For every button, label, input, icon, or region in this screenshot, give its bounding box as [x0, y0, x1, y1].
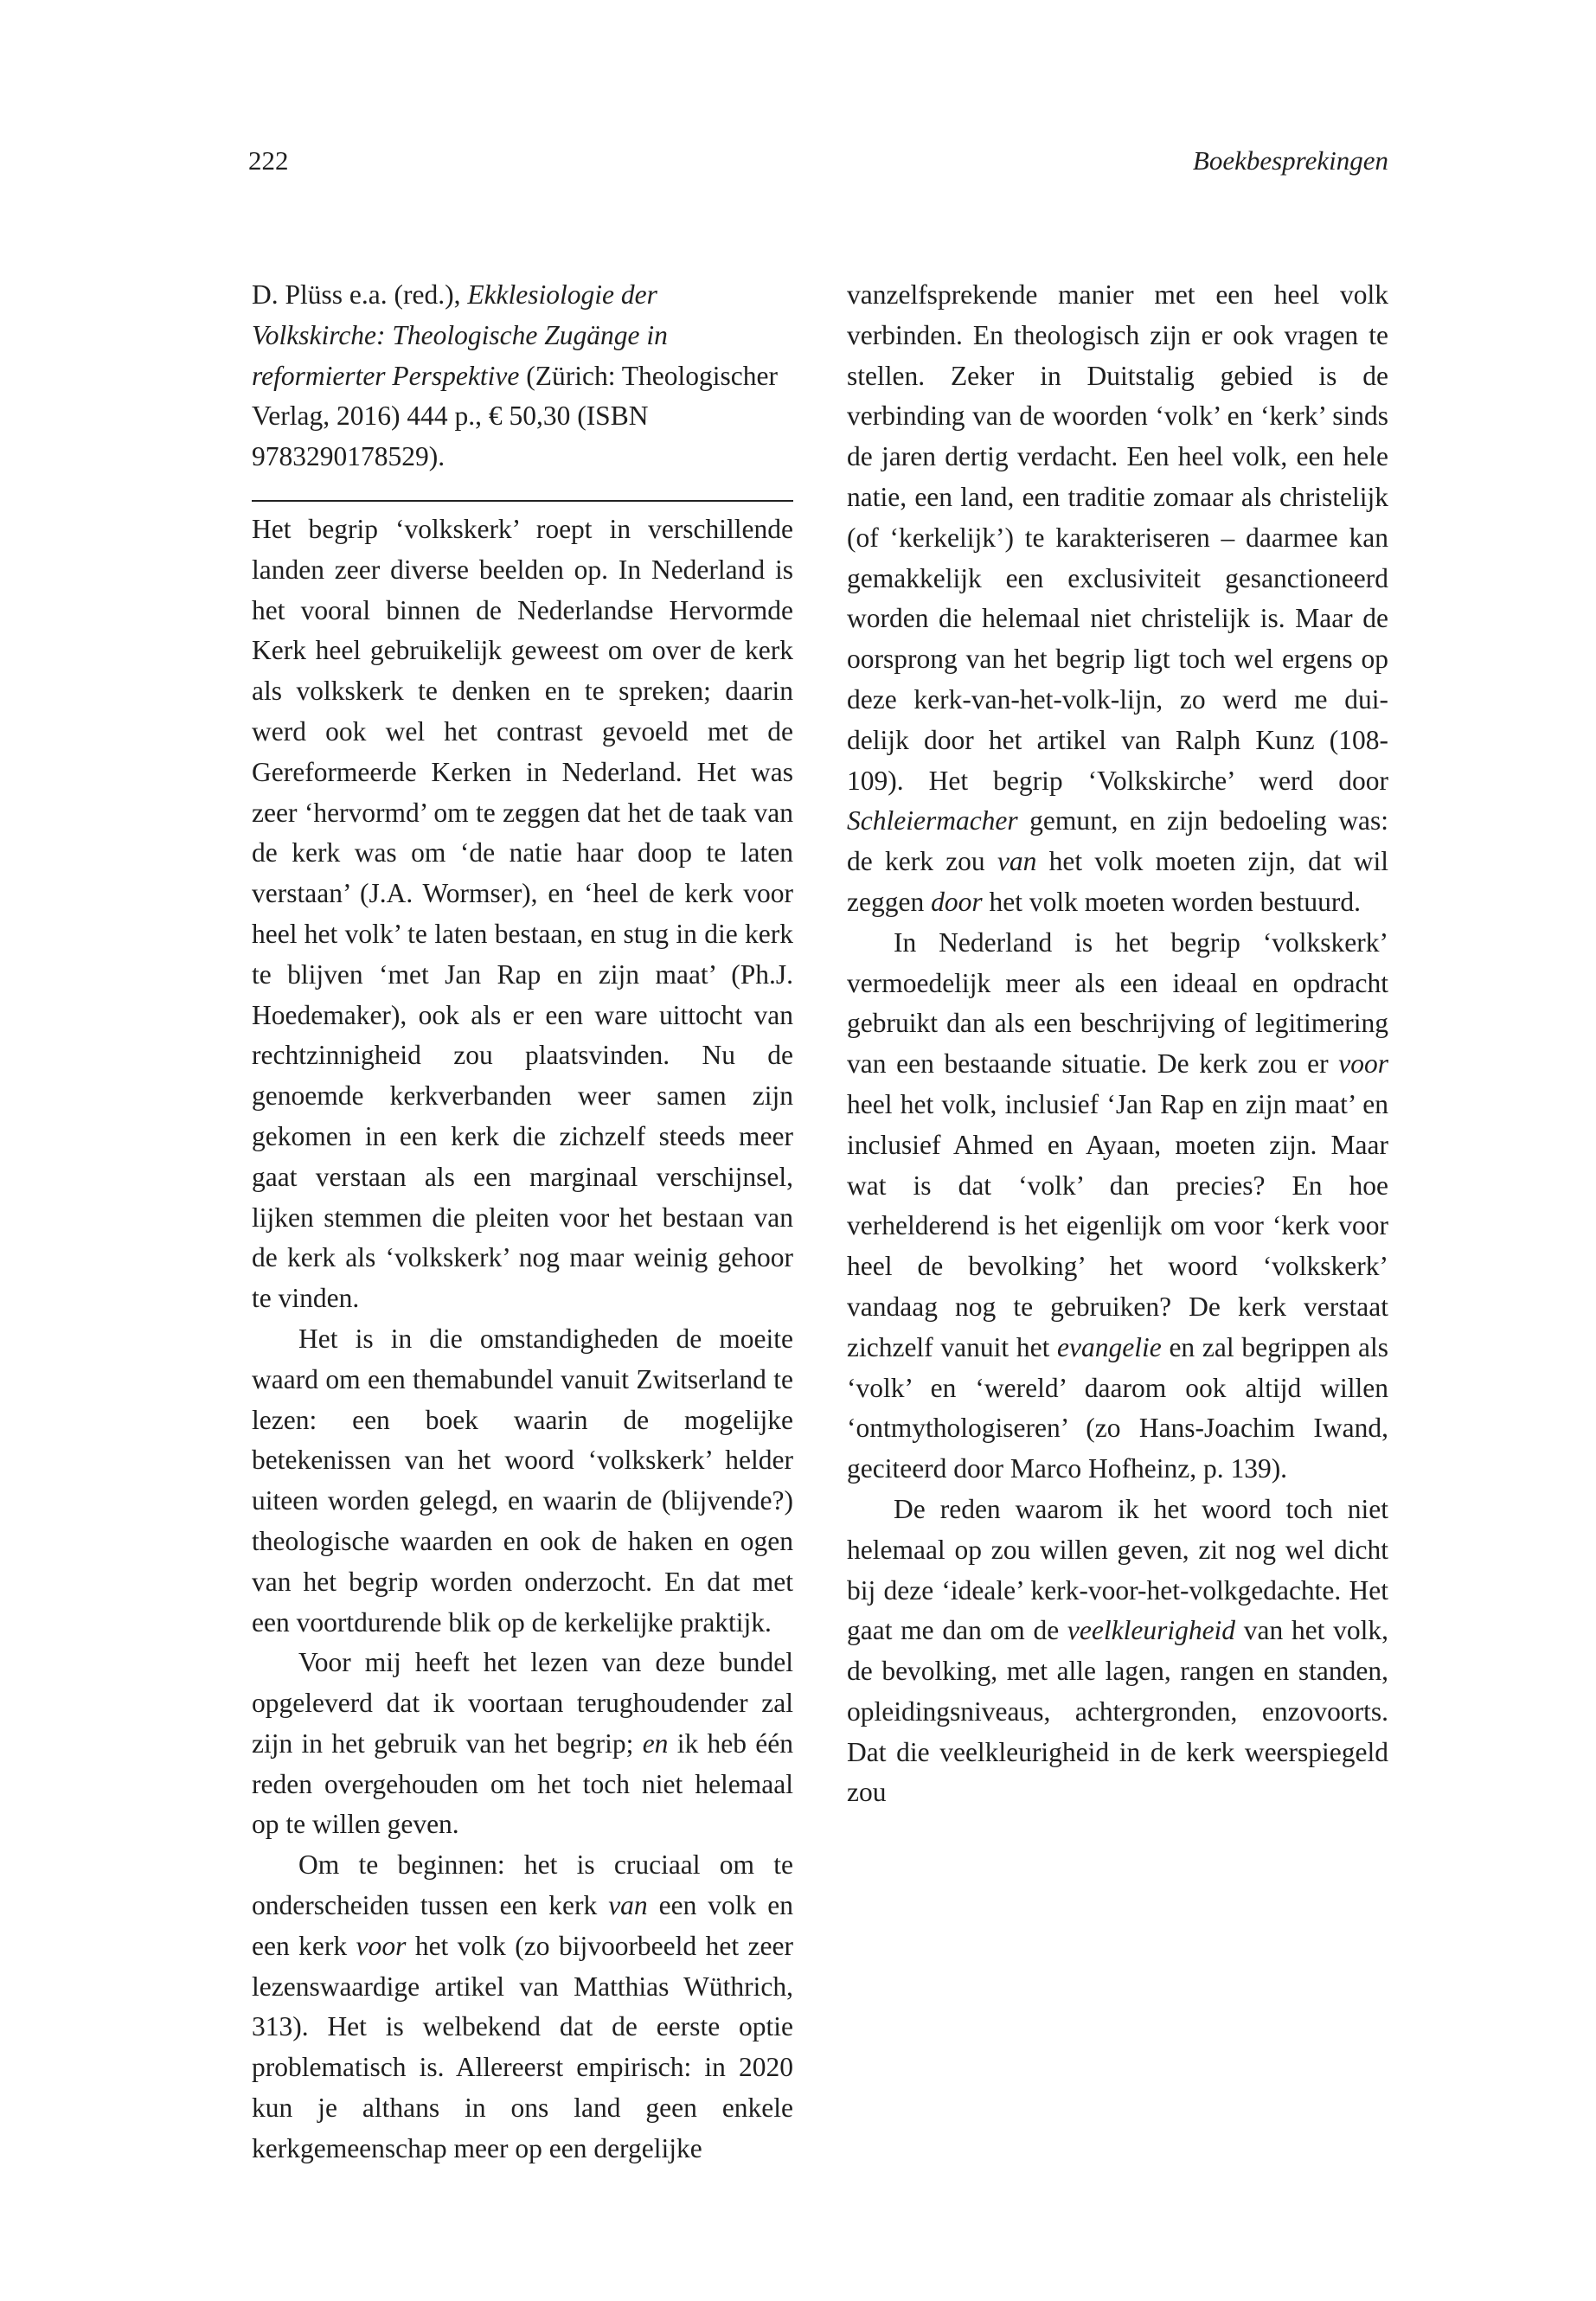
page-number: 222	[248, 145, 289, 176]
left-column	[252, 275, 793, 2170]
citation-divider	[252, 500, 793, 502]
book-citation: D. Plüss e.a. (red.), Ekklesiologie der Volkskirche: Theologische Zugänge in reformierter Perspektive (Zürich: Theologischer Verlag, 2016) 444 p., € 50,30 (ISBN 9783290178529).	[252, 279, 778, 472]
paragraph-4: Om te beginnen: het is cruciaal om te onderscheiden tussen een kerk van een volk en een kerk voor het volk (zo bijvoorbeeld het zeer lezenswaardige artikel van Matthias Wüthrich, 313). Het is welbekend dat de eerste optie problematisch is. Allereerst empirisch: in 2020 kun je althans in ons land geen enkele kerkgemeenschap meer op een dergelijke	[252, 1849, 794, 2163]
paragraph-6: De reden waarom ik het woord toch niet helemaal op zou willen geven, zit nog wel dicht bij deze ‘ideale’ kerk-voor-het-volkgedachte. Het gaat me dan om de veelkleurigheid van het volk, de bevolking, met alle lagen, rangen en standen, opleidingsniveaus, achtergronden, enzovoorts. Dat die veelkleurigheid in de kerk weerspiegeld zou	[847, 1493, 1388, 1808]
paragraph-1: Het begrip ‘volkskerk’ roept in verschillende landen zeer diverse beelden op. In Nederland is het vooral binnen de Nederlandse Hervormde Kerk heel gebruikelijk geweest om over de kerk als volkskerk te denken en te spreken; daarin werd ook wel het contrast gevoeld met de Gereformeerde Kerken in Nederland. Het was zeer ‘hervormd’ om te zeggen dat het de taak van de kerk was om ‘de natie haar doop te laten verstaan’ (J.A. Wormser), en ‘heel de kerk voor heel het volk’ te laten bestaan, en stug in die kerk te blijven ‘met Jan Rap en zijn maat’ (Ph.J. Hoedemaker), ook als er een ware uittocht van rechtzinnigheid zou plaatsvinden. Nu de genoemde kerkverbanden weer samen zijn gekomen in een kerk die zichzelf steeds meer gaat verstaan als een marginaal verschijnsel, lijken stemmen die pleiten voor het bestaan van de kerk als ‘volkskerk’ nog maar weinig gehoor te vinden.	[252, 513, 793, 1314]
paragraph-2: Het is in die omstandigheden de moeite waard om een themabundel vanuit Zwitserland te lezen: een boek waarin de mogelijke betekenissen van het woord ‘volkskerk’ helder uiteen worden gelegd, en waarin de (blijvende?) theologische waarden en ook de haken en ogen van het begrip worden onderzocht. En dat met een voortdurende blik op de kerkelijke praktijk.	[252, 1323, 793, 1638]
paragraph-3: Voor mij heeft het lezen van deze bundel opgeleverd dat ik voortaan terughoudender zal zijn in het gebruik van het begrip; en ik heb één reden overgehouden om het toch niet helemaal op te willen geven.	[252, 1647, 793, 1840]
running-title: Boekbesprekingen	[1192, 145, 1388, 176]
book-title: Ekklesiologie der Volkskirche: Theologische Zugänge in reformierter Perspektive	[252, 279, 668, 391]
paragraph-5: In Nederland is het begrip ‘volkskerk’ vermoedelijk meer als een ideaal en opdracht gebruikt dan als een beschrijving of legitimering van een bestaande situatie. De kerk zou er voor heel het volk, inclusief ‘Jan Rap en zijn maat’ en inclusief Ahmed en Ayaan, moeten zijn. Maar wat is dat ‘volk’ dan precies? En hoe verhelderend is het eigenlijk om voor ‘kerk voor heel de bevolking’ het woord ‘volkskerk’ vandaag nog te gebruiken? De kerk verstaat zichzelf vanuit het evangelie en zal begrippen als ‘volk’ en ‘wereld’ daarom ook altijd willen ‘ontmythologiseren’ (zo Hans-Joachim Iwand, geciteerd door Marco Hofheinz, p. 139).	[847, 926, 1388, 1484]
paragraph-4-continued: vanzelfsprekende manier met een heel volk verbinden. En theologisch zijn er ook vragen te stellen. Zeker in Duitstalig gebied is de verbinding van de woorden ‘volk’ en ‘kerk’ sinds de jaren dertig verdacht. Een heel volk, een hele natie, een land, een traditie zomaar als christelijk (of ‘kerkelijk’) te karakteriseren – daarmee kan gemakkelijk een exclusiviteit gesanctioneerd worden die helemaal niet christelijk is. Maar de oorsprong van het begrip ligt toch wel ergens op deze kerk-van-het-volk-lijn, zo werd me duidelijk door het artikel van Ralph Kunz (108-109). Het begrip ‘Volkskirche’ werd door Schleiermacher gemunt, en zijn bedoeling was: de kerk zou van het volk moeten zijn, dat wil zeggen door het volk moeten worden bestuurd.	[847, 279, 1389, 917]
right-column	[847, 275, 1388, 1813]
